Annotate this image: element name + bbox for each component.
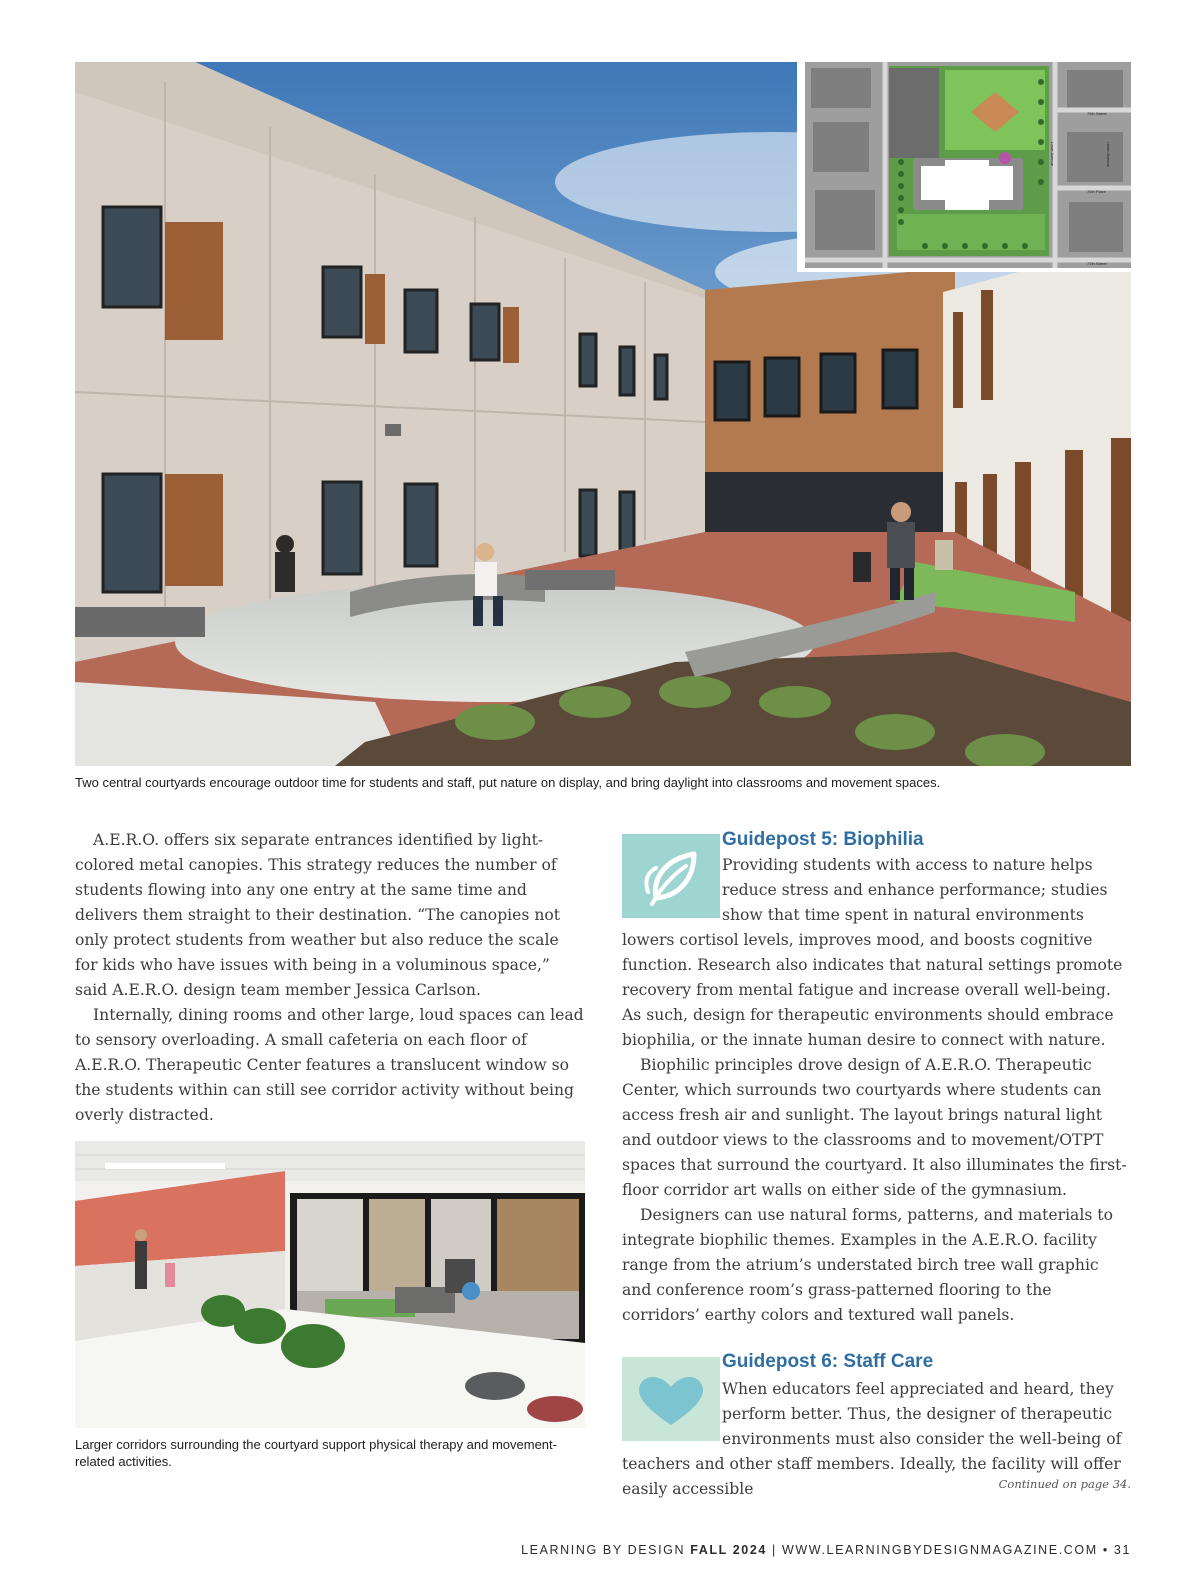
guidepost-5-title: Guidepost 5: Biophilia bbox=[722, 829, 924, 850]
paragraph: When educators feel appreciated and heard, they perform better. Thus, the designer of therapeutic environments must also consider the well-being of teachers and other staff members. Ideally, the facility will offer easily accessible bbox=[622, 1380, 1122, 1498]
website-link[interactable]: WWW.LEARNINGBYDESIGNMAGAZINE.COM bbox=[781, 1543, 1098, 1557]
page-footer bbox=[521, 1543, 1131, 1557]
paragraph: Internally, dining rooms and other large, loud spaces can lead to sensory overloading. A small cafeteria on each floor of A.E.R.O. Therapeutic Center features a translucent window so the students within can still see corridor activity without being overly distracted. bbox=[75, 1006, 584, 1124]
magazine-name: LEARNING BY DESIGN bbox=[521, 1543, 686, 1557]
street-label-union: Union Avenue bbox=[1106, 142, 1111, 167]
street-label-77th: 77th Street bbox=[1087, 261, 1107, 266]
guidepost-5-text bbox=[622, 853, 1132, 1328]
paragraph: Providing students with access to nature helps reduce stress and enhance performance; studies show that time spent in natural environments lowers cortisol levels, improves mood, and boosts cognitive function. Research also indicates that natural settings promote recovery from mental fatigue and increase overall well-being. As such, design for therapeutic environments should embrace biophilia, or the innate human desire to connect with nature. bbox=[622, 856, 1123, 1049]
corridor-photo-caption: Larger corridors surrounding the courtyard support physical therapy and movement-related activities. bbox=[75, 1437, 557, 1469]
street-label-76th: 76th Place bbox=[1087, 189, 1106, 194]
left-column-text bbox=[75, 828, 585, 1128]
continued-note: Continued on page 34. bbox=[998, 1477, 1131, 1491]
site-plan-inset bbox=[797, 62, 1131, 272]
guidepost-6-title: Guidepost 6: Staff Care bbox=[722, 1351, 934, 1372]
paragraph: Designers can use natural forms, patterns, and materials to integrate biophilic themes. Examples in the A.E.R.O. facility range from the atrium’s understated birch tree wall graphic and conference room’s grass-patterned flooring to the corridors’ earthy colors and textured wall panels. bbox=[622, 1206, 1113, 1324]
paragraph: Biophilic principles drove design of A.E.R.O. Therapeutic Center, which surrounds two courtyards where students can access fresh air and sunlight. The layout brings natural light and outdoor views to the classrooms and to movement/OTPT spaces that surround the courtyard. It also illuminates the first-floor corridor art walls on either side of the gymnasium. bbox=[622, 1056, 1127, 1199]
footer-separator: | bbox=[772, 1543, 777, 1557]
footer-bullet: • bbox=[1102, 1543, 1109, 1557]
street-label-75th: 75th Street bbox=[1087, 111, 1107, 116]
issue-label: FALL 2024 bbox=[690, 1543, 767, 1557]
street-label-lowe: Lowe Avenue bbox=[1050, 142, 1055, 166]
corridor-photo bbox=[75, 1141, 585, 1428]
courtyard-photo-caption: Two central courtyards encourage outdoor time for students and staff, put nature on display, and bring daylight into classrooms and movement spaces. bbox=[75, 775, 941, 790]
page-number: 31 bbox=[1113, 1543, 1131, 1557]
paragraph: A.E.R.O. offers six separate entrances identified by light-colored metal canopies. This strategy reduces the number of students flowing into any one entry at the same time and delivers them straight to their destination. “The canopies not only protect students from weather but also reduce the scale for kids who have issues with being in a voluminous space,” said A.E.R.O. design team member Jessica Carlson. bbox=[75, 831, 561, 999]
